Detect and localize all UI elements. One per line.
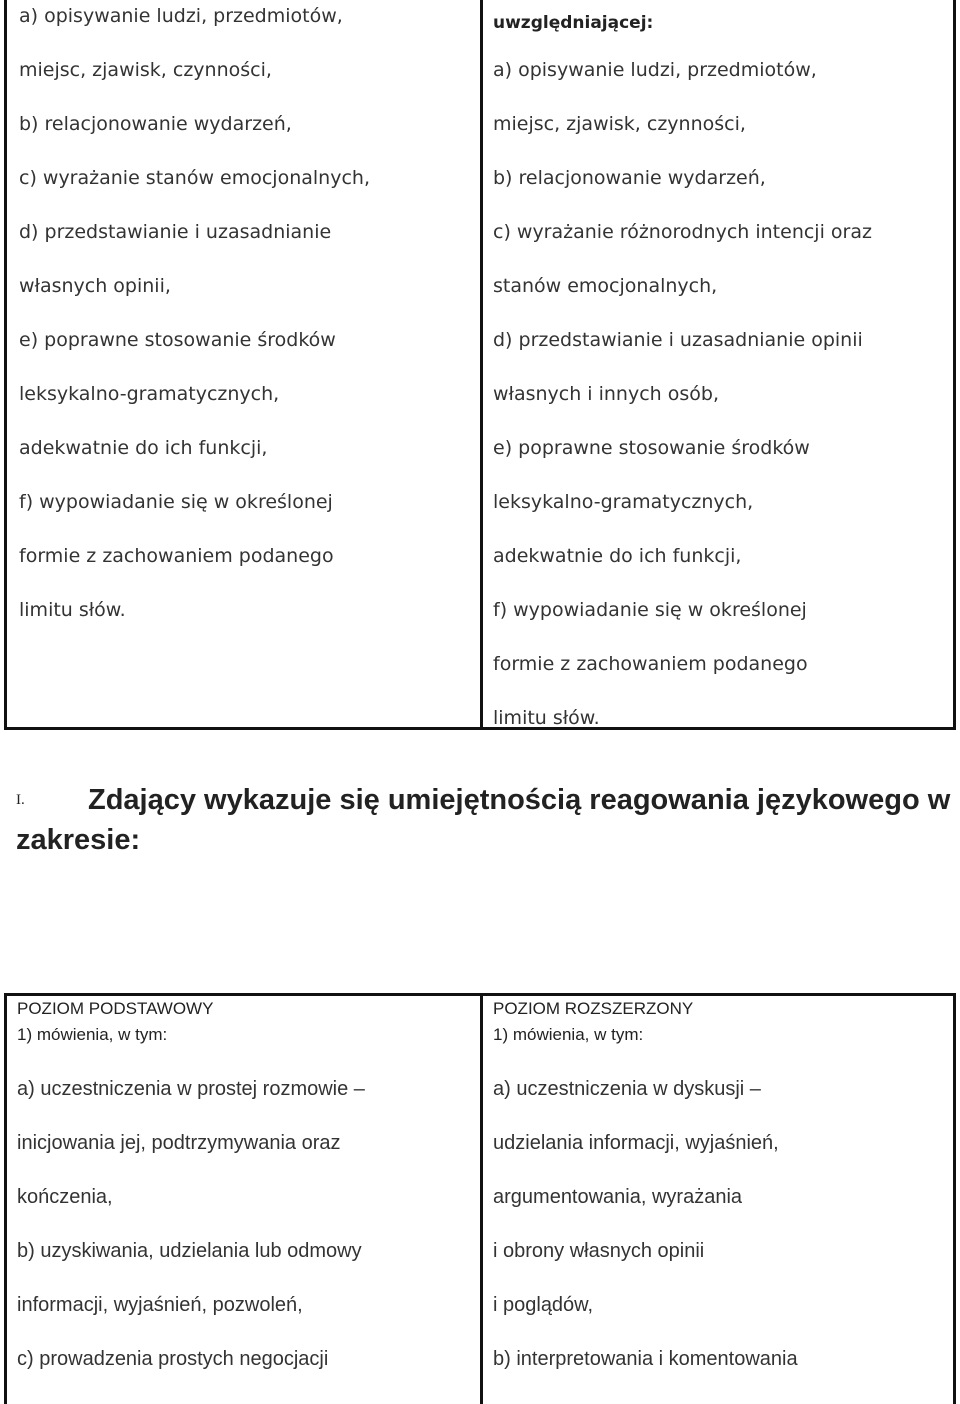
list-item: c) prowadzenia prostych negocjacji xyxy=(17,1348,329,1370)
table-bottom-left-cell xyxy=(7,996,483,1404)
list-item: d) przedstawianie i uzasadnianie opinii xyxy=(493,329,863,351)
list-item: a) uczestniczenia w dyskusji – xyxy=(493,1078,761,1100)
list-item: udzielania informacji, wyjaśnień, xyxy=(493,1132,779,1154)
list-item: i poglądów, xyxy=(493,1294,594,1316)
list-item: b) uzyskiwania, udzielania lub odmowy xyxy=(17,1240,362,1262)
list-item: inicjowania jej, podtrzymywania oraz xyxy=(17,1132,341,1154)
list-item: formie z zachowaniem podanego xyxy=(493,653,808,675)
list-item: własnych opinii, xyxy=(19,275,171,297)
list-item: a) opisywanie ludzi, przedmiotów, xyxy=(19,5,343,27)
list-item: f) wypowiadanie się w określonej xyxy=(19,491,333,513)
list-item: a) uczestniczenia w prostej rozmowie – xyxy=(17,1078,365,1100)
list-item: miejsc, zjawisk, czynności, xyxy=(493,113,746,135)
table-top-right-cell xyxy=(483,0,953,727)
requirements-table-top xyxy=(4,0,956,730)
list-item: własnych i innych osób, xyxy=(493,383,719,405)
subheading-speaking: 1) mówienia, w tym: xyxy=(17,1025,168,1044)
section-title: Zdający wykazuje się umiejętnością reagowania językowego w zakresie: xyxy=(16,784,951,856)
list-item: d) przedstawianie i uzasadnianie xyxy=(19,221,332,243)
list-item: c) wyrażanie różnorodnych intencji oraz xyxy=(493,221,872,243)
list-item: b) relacjonowanie wydarzeń, xyxy=(493,167,766,189)
table-bottom-left-list xyxy=(17,1062,365,1386)
list-item: informacji, wyjaśnień, pozwoleń, xyxy=(17,1294,303,1316)
list-item: limitu słów. xyxy=(493,707,600,729)
list-item: b) relacjonowanie wydarzeń, xyxy=(19,113,292,135)
subheading-speaking: 1) mówienia, w tym: xyxy=(493,1025,644,1044)
list-item: leksykalno-gramatycznych, xyxy=(493,491,754,513)
list-item: e) poprawne stosowanie środków xyxy=(493,437,810,459)
list-item: limitu słów. xyxy=(19,599,126,621)
table-top-left-cell xyxy=(7,0,483,727)
list-item: e) poprawne stosowanie środków xyxy=(19,329,336,351)
list-item: miejsc, zjawisk, czynności, xyxy=(19,59,272,81)
list-item: i obrony własnych opinii xyxy=(493,1240,705,1262)
requirements-table-bottom xyxy=(4,993,956,1404)
table-bottom-right-cell xyxy=(483,996,953,1404)
table-bottom-right-list xyxy=(493,1062,798,1386)
list-item: f) wypowiadanie się w określonej xyxy=(493,599,807,621)
list-item: b) interpretowania i komentowania xyxy=(493,1348,798,1370)
list-item: adekwatnie do ich funkcji, xyxy=(19,437,268,459)
level-label-extended: POZIOM ROZSZERZONY xyxy=(493,999,694,1018)
table-top-right-list xyxy=(493,43,872,745)
list-item: leksykalno-gramatycznych, xyxy=(19,383,280,405)
table-top-right-heading: uwzględniającej: xyxy=(493,13,654,33)
section-number: I. xyxy=(16,792,25,808)
list-item: a) opisywanie ludzi, przedmiotów, xyxy=(493,59,817,81)
table-top-left-list xyxy=(19,0,370,637)
level-label-basic: POZIOM PODSTAWOWY xyxy=(17,999,214,1018)
list-item: c) wyrażanie stanów emocjonalnych, xyxy=(19,167,370,189)
list-item: argumentowania, wyrażania xyxy=(493,1186,743,1208)
list-item: stanów emocjonalnych, xyxy=(493,275,718,297)
list-item: formie z zachowaniem podanego xyxy=(19,545,334,567)
list-item: kończenia, xyxy=(17,1186,113,1208)
list-item: adekwatnie do ich funkcji, xyxy=(493,545,742,567)
